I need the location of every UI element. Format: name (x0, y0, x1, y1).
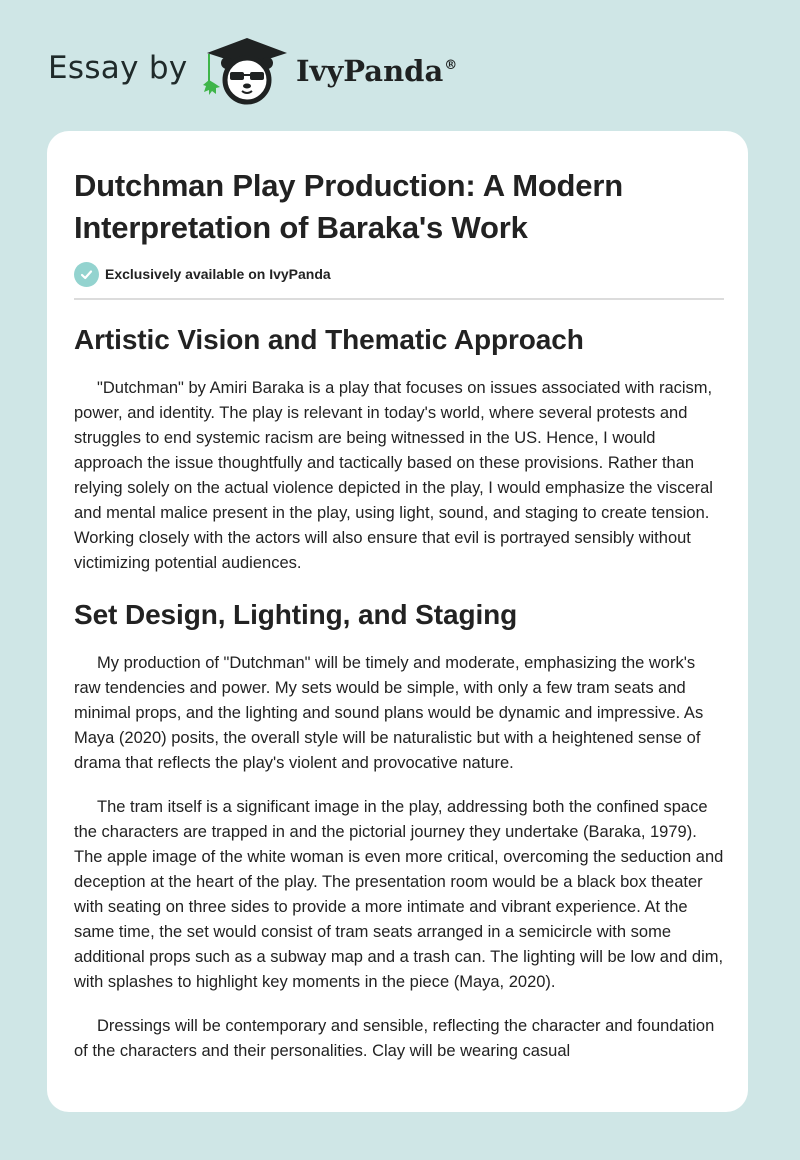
paragraph: My production of "Dutchman" will be timely and moderate, emphasizing the work's raw tendencies and power. My sets would be simple, with only a few tram seats and minimal props, and the lighting and sound plans would be dynamic and impressive. As Maya (2020) posits, the overall style will be naturalistic but with a heightened sense of drama that reflects the play's violent and provocative nature. (74, 654, 704, 772)
brand-name[interactable]: IvyPanda® (296, 54, 458, 88)
paragraph: "Dutchman" by Amiri Baraka is a play that focuses on issues associated with racism, power, and identity. The play is relevant in today's world, where several protests and struggles to end systemic racism are being witnessed in the US. Hence, I would approach the issue thoughtfully and tactically based on these provisions. Rather than relying solely on the actual violence depicted in the play, I would emphasize the visceral and mental malice present in the play, using light, sound, and staging to create tension. Working closely with the actors will also ensure that evil is portrayed sensibly without victimizing potential audiences. (74, 379, 713, 572)
paragraph: The tram itself is a significant image in the play, addressing both the confined space the characters are trapped in and the pictorial journey they undertake (Baraka, 1979). The apple image of the white woman is even more critical, overcoming the seduction and deception at the heart of the play. The presentation room would be a black box theater with seating on three sides to provide a more intimate and vibrant experience. At the same time, the set would consist of tram seats arranged in a semicircle with some additional props such as a subway map and a trash can. The lighting will be low and dim, with splashes to highlight key moments in the piece (Maya, 2020). (74, 798, 724, 991)
divider (74, 298, 724, 300)
panda-graduation-cap-icon[interactable] (203, 36, 291, 108)
section-heading-set-design: Set Design, Lighting, and Staging (74, 599, 518, 630)
paragraph: Dressings will be contemporary and sensible, reflecting the character and foundation of the characters and their personalities. Clay will be wearing casual (74, 1017, 715, 1060)
site-header (0, 0, 800, 130)
check-circle-icon (74, 262, 99, 287)
exclusive-label: Exclusively available on IvyPanda (105, 266, 331, 282)
essay-card (47, 131, 748, 1112)
section-heading-artistic-vision: Artistic Vision and Thematic Approach (74, 324, 584, 355)
exclusive-badge (74, 260, 724, 288)
essay-by-label: Essay by (48, 50, 188, 86)
registered-mark: ® (444, 58, 458, 73)
page-title: Dutchman Play Production: A Modern Interpretation of Baraka's Work (74, 168, 623, 245)
